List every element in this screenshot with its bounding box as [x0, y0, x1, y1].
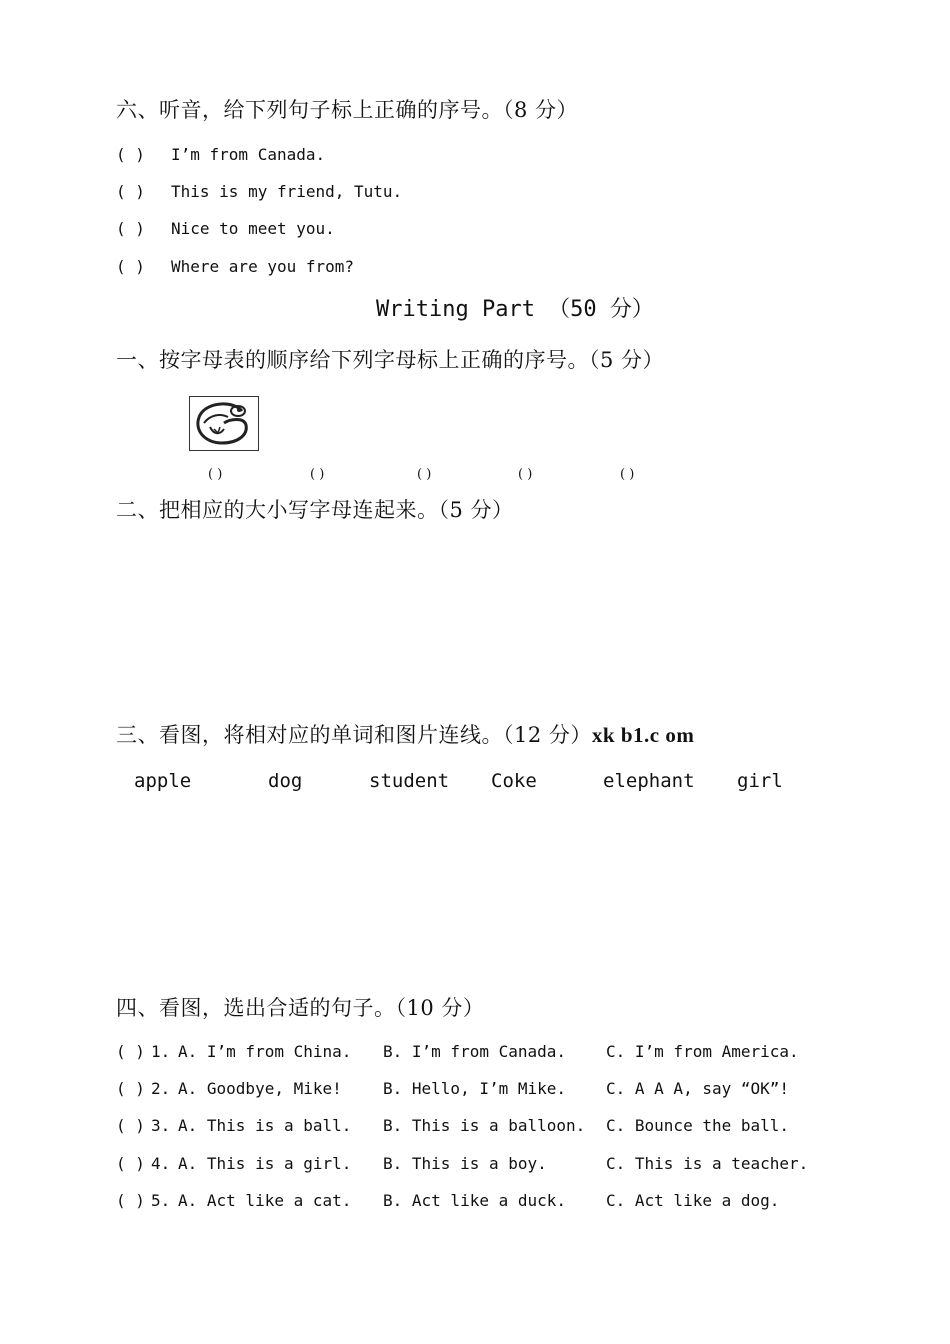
option-c: C. This is a teacher. [606, 1154, 809, 1173]
sentence-text: Nice to meet you. [171, 219, 335, 238]
section6-heading: 六、听音，给下列句子标上正确的序号。（8 分） [116, 98, 579, 122]
order-paren-5[interactable]: ( ) [620, 467, 635, 482]
option-b: B. This is a boy. [383, 1154, 547, 1173]
sentence-text: Where are you from? [171, 257, 355, 276]
listening-item-1 [116, 145, 326, 164]
order-paren-1[interactable]: ( ) [208, 467, 223, 482]
letter-g-icon [190, 397, 258, 450]
letter-g-image [189, 396, 259, 451]
answer-paren[interactable]: ( ) [116, 145, 145, 164]
section3-heading [116, 719, 694, 749]
option-c: C. I’m from America. [606, 1042, 799, 1061]
option-a: A. This is a ball. [178, 1116, 352, 1135]
word-elephant[interactable]: elephant [603, 770, 695, 792]
option-a: A. I’m from China. [178, 1042, 352, 1061]
option-b: B. I’m from Canada. [383, 1042, 567, 1061]
writing-part-title: Writing Part （50 分） [376, 297, 654, 322]
option-c: C. A A A, say “OK”! [606, 1079, 790, 1098]
option-b: B. This is a balloon. [383, 1116, 586, 1135]
option-a: A. Goodbye, Mike! [178, 1079, 342, 1098]
question-number: 2. [151, 1079, 171, 1098]
word-student[interactable]: student [369, 770, 450, 792]
option-a: A. Act like a cat. [178, 1191, 352, 1210]
answer-paren[interactable]: ( ) [116, 1191, 145, 1210]
question-number: 5. [151, 1191, 171, 1210]
section4-heading: 四、看图，选出合适的句子。（10 分） [116, 996, 485, 1020]
question-number: 4. [151, 1154, 171, 1173]
word-dog[interactable]: dog [268, 770, 303, 792]
sentence-text: I’m from Canada. [171, 145, 326, 164]
answer-paren[interactable]: ( ) [116, 219, 145, 238]
answer-paren[interactable]: ( ) [116, 1116, 145, 1135]
answer-paren[interactable]: ( ) [116, 1154, 145, 1173]
listening-item-2 [116, 182, 403, 201]
order-paren-2[interactable]: ( ) [310, 467, 325, 482]
option-c: C. Bounce the ball. [606, 1116, 790, 1135]
watermark-text: xk b1.c om [591, 723, 695, 747]
sentence-text: This is my friend, Tutu. [171, 182, 403, 201]
question-number: 1. [151, 1042, 171, 1061]
listening-item-4 [116, 257, 355, 276]
answer-paren[interactable]: ( ) [116, 182, 145, 201]
option-b: B. Act like a duck. [383, 1191, 567, 1210]
section2-heading: 二、把相应的大小写字母连起来。（5 分） [116, 498, 514, 522]
order-paren-3[interactable]: ( ) [417, 467, 432, 482]
section3-heading-text: 三、看图，将相对应的单词和图片连线。（12 分） [116, 723, 592, 747]
answer-paren[interactable]: ( ) [116, 1042, 145, 1061]
section1-heading: 一、按字母表的顺序给下列字母标上正确的序号。（5 分） [116, 348, 665, 372]
word-coke[interactable]: Coke [491, 770, 537, 792]
word-girl[interactable]: girl [737, 770, 783, 792]
listening-item-3 [116, 219, 335, 238]
option-b: B. Hello, I’m Mike. [383, 1079, 567, 1098]
order-paren-4[interactable]: ( ) [518, 467, 533, 482]
answer-paren[interactable]: ( ) [116, 1079, 145, 1098]
word-apple[interactable]: apple [134, 770, 192, 792]
option-c: C. Act like a dog. [606, 1191, 780, 1210]
option-a: A. This is a girl. [178, 1154, 352, 1173]
answer-paren[interactable]: ( ) [116, 257, 145, 276]
question-number: 3. [151, 1116, 171, 1135]
